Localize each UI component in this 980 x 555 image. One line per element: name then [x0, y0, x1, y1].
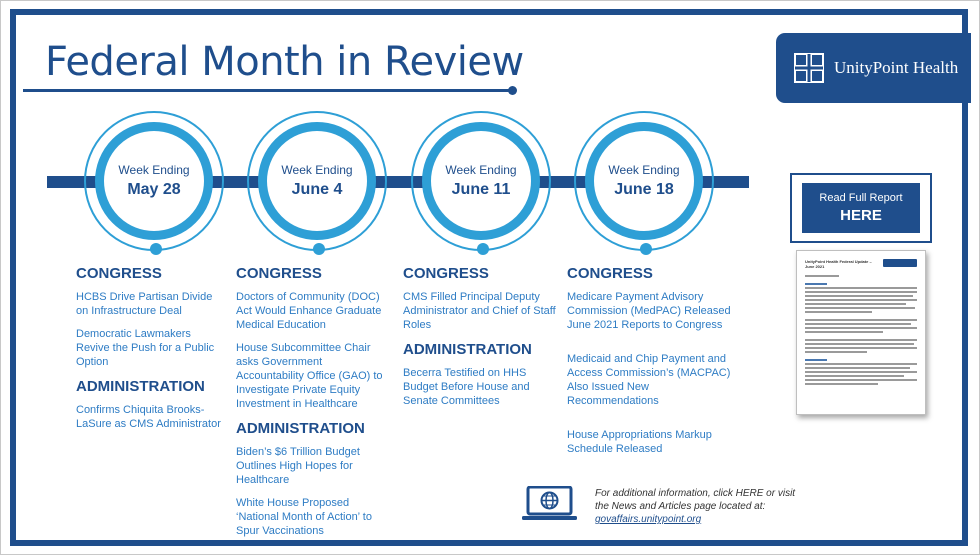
title-underline-dot: [508, 86, 517, 95]
week-column-june-4: [236, 265, 391, 547]
congress-heading: CONGRESS: [567, 265, 653, 282]
footer-info: [595, 487, 800, 526]
administration-heading: ADMINISTRATION: [403, 341, 532, 358]
week-circle-inner: [422, 122, 540, 240]
title-underline: [23, 89, 511, 92]
govaffairs-link[interactable]: govaffairs.unitypoint.org: [595, 514, 702, 525]
logo-text: UnityPoint Health: [834, 58, 959, 77]
week-column-may-28: [76, 265, 226, 440]
news-link[interactable]: Becerra Testified on HHS Budget Before House and Senate Committees: [403, 367, 530, 407]
thumbnail-logo-icon: [883, 259, 917, 267]
week-ending-date: June 18: [614, 180, 674, 198]
week-circle-4: [574, 111, 714, 251]
news-link[interactable]: CMS Filled Principal Deputy Administrator and Chief of Staff Roles: [403, 291, 556, 331]
read-full-report-here: HERE: [840, 207, 882, 224]
week-column-june-18: [567, 265, 737, 465]
week-circle-1: [84, 111, 224, 251]
read-full-report-button[interactable]: [802, 183, 920, 233]
week-circle-inner: [95, 122, 213, 240]
news-link[interactable]: Medicare Payment Advisory Commission (MedPAC) Released June 2021 Reports to Congress: [567, 291, 731, 331]
week-ending-label: Week Ending: [281, 162, 353, 177]
computer-globe-icon: [522, 486, 577, 523]
administration-heading: ADMINISTRATION: [76, 378, 205, 395]
week-circle-inner: [258, 122, 376, 240]
week-ending-date: June 4: [291, 180, 343, 198]
read-full-report-box: [790, 173, 932, 243]
timeline-dot: [150, 243, 162, 255]
news-link[interactable]: Biden’s $6 Trillion Budget Outlines High Hopes for Healthcare: [236, 446, 360, 486]
news-link[interactable]: House Subcommittee Chair asks Government Accountability Office (GAO) to Investigate Private Equity Investment in Healthcare: [236, 342, 383, 410]
read-full-report-label: Read Full Report: [819, 192, 903, 204]
timeline-dot: [313, 243, 325, 255]
administration-heading: ADMINISTRATION: [236, 420, 365, 437]
news-link[interactable]: Medicaid and Chip Payment and Access Commission’s (MACPAC) Also Issued New Recommendations: [567, 353, 731, 407]
thumbnail-title: UnityPoint Health Federal Update – June 2021: [805, 259, 872, 269]
thumbnail-text-lines: [805, 269, 917, 385]
week-ending-date: June 11: [451, 180, 511, 198]
week-circle-3: [411, 111, 551, 251]
thumbnail-header: [805, 259, 917, 269]
congress-heading: CONGRESS: [76, 265, 162, 282]
news-link[interactable]: House Appropriations Markup Schedule Released: [567, 429, 712, 455]
week-ending-date: May 28: [127, 180, 181, 198]
week-ending-label: Week Ending: [118, 162, 190, 177]
week-circle-inner: [585, 122, 703, 240]
report-thumbnail[interactable]: [796, 250, 926, 415]
page-title: Federal Month in Review: [45, 39, 524, 85]
unitypoint-logo[interactable]: [776, 33, 971, 103]
news-link[interactable]: Democratic Lawmakers Revive the Push for a Public Option: [76, 328, 215, 368]
news-link[interactable]: HCBS Drive Partisan Divide on Infrastructure Deal: [76, 291, 213, 317]
congress-heading: CONGRESS: [403, 265, 489, 282]
timeline-dot: [640, 243, 652, 255]
congress-heading: CONGRESS: [236, 265, 322, 282]
news-link[interactable]: Confirms Chiquita Brooks-LaSure as CMS Administrator: [76, 404, 221, 430]
footer-info-text: For additional information, click HERE or visit the News and Articles page located at:: [595, 488, 796, 512]
week-column-june-11: [403, 265, 558, 417]
timeline-dot: [477, 243, 489, 255]
week-ending-label: Week Ending: [445, 162, 517, 177]
news-link[interactable]: Doctors of Community (DOC) Act Would Enhance Graduate Medical Education: [236, 291, 382, 331]
news-link[interactable]: White House Proposed ‘National Month of Action’ to Spur Vaccinations: [236, 497, 372, 537]
week-ending-label: Week Ending: [608, 162, 680, 177]
unitypoint-cross-logo-icon: [794, 53, 824, 83]
week-circle-2: [247, 111, 387, 251]
